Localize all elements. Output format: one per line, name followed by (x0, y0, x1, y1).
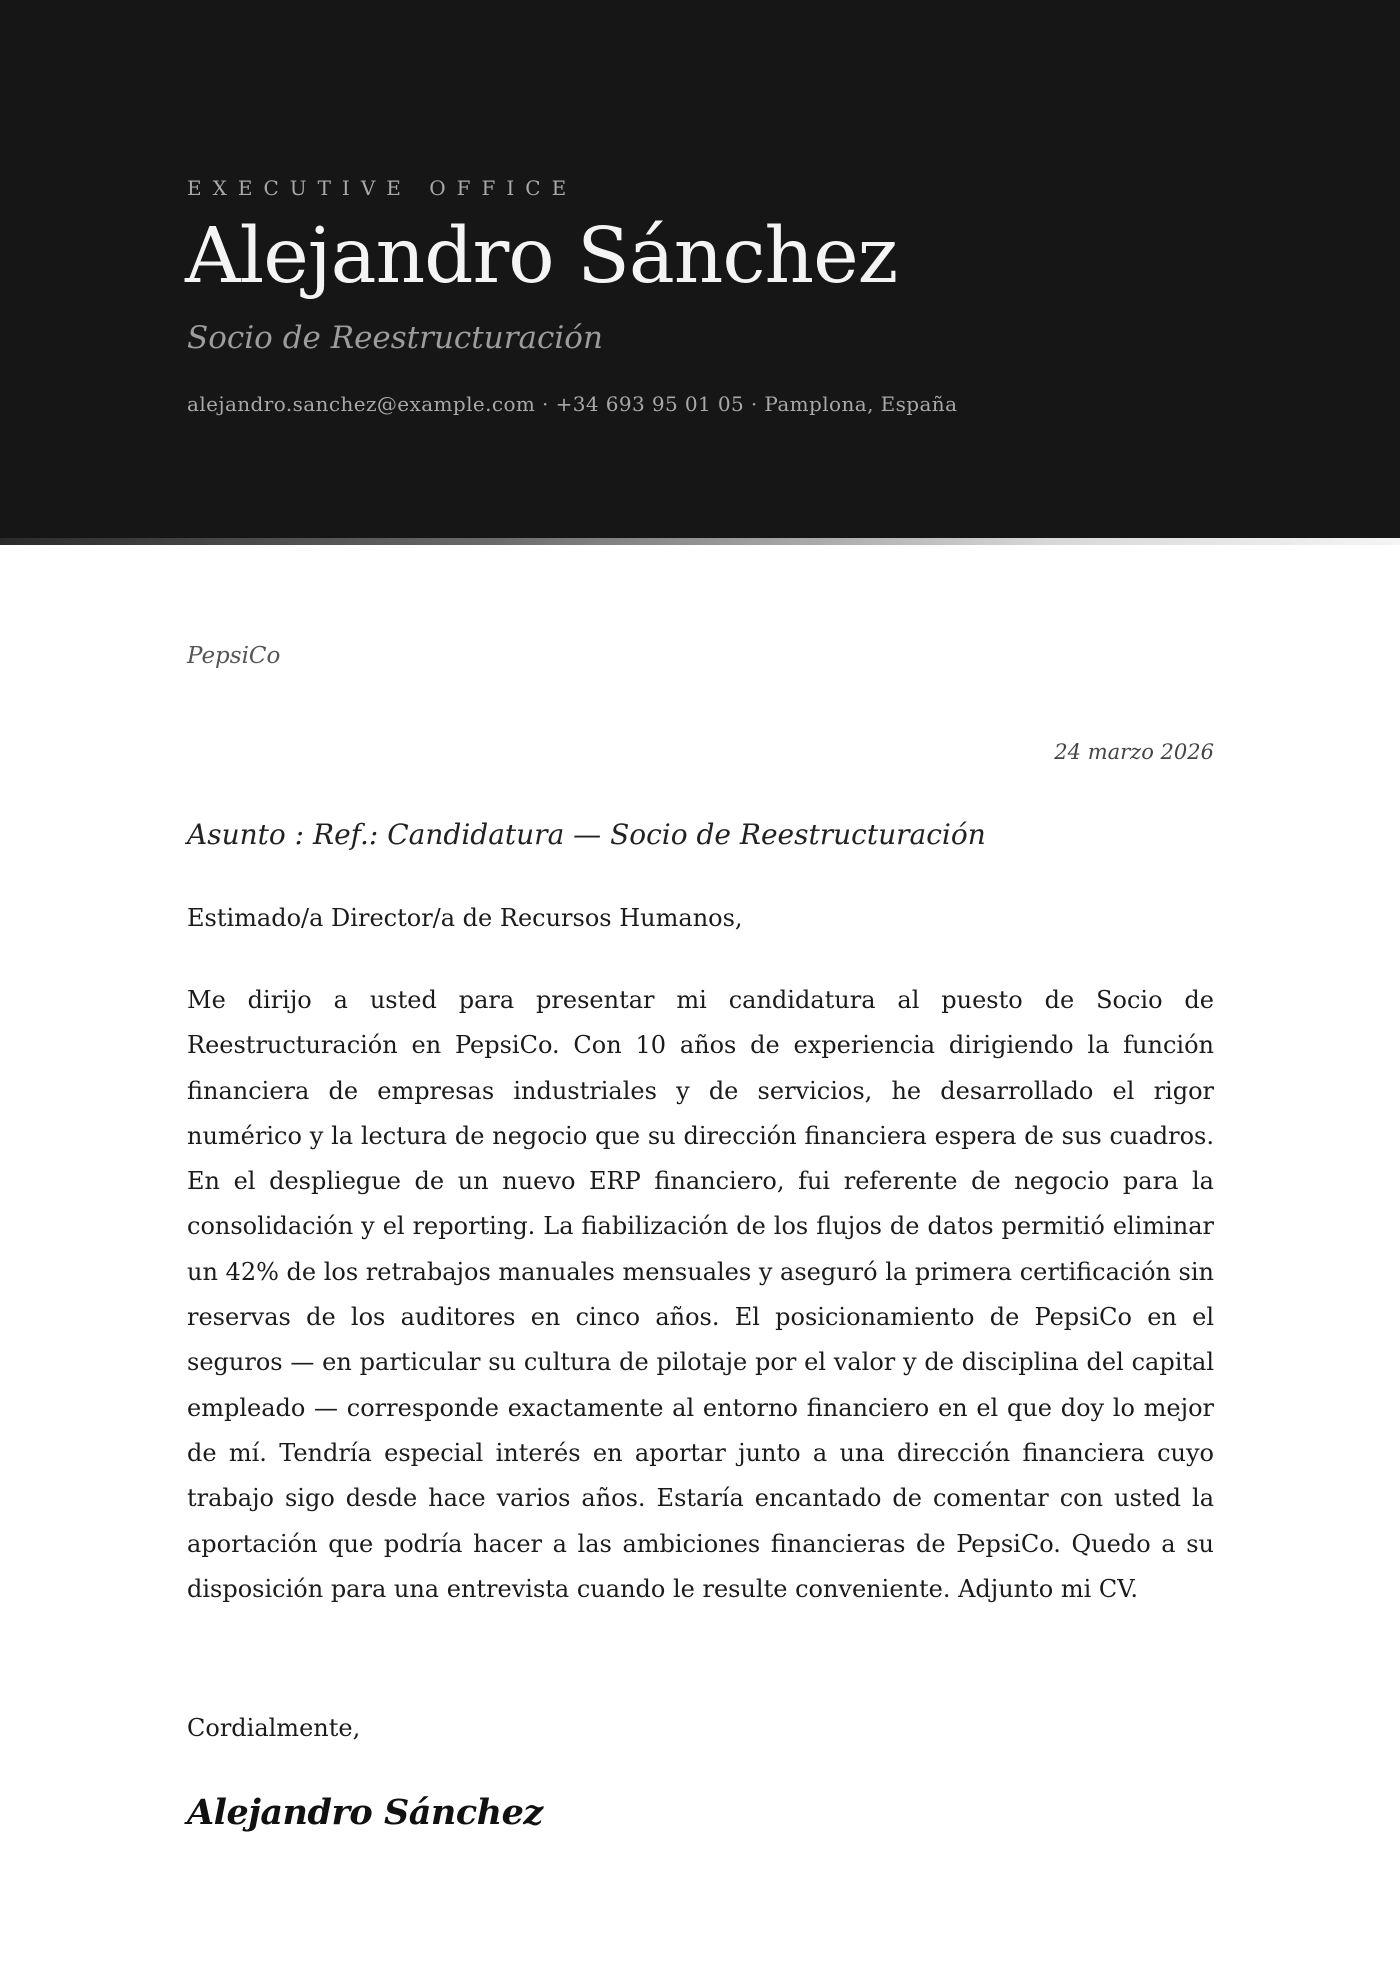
office-kicker: EXECUTIVE OFFICE (187, 176, 578, 200)
letter-salutation: Estimado/a Director/a de Recursos Humanos, (187, 904, 743, 932)
sender-role: Socio de Reestructuración (187, 320, 603, 356)
letter-subject: Asunto : Ref.: Candidatura — Socio de Reestructuración (187, 818, 986, 851)
signature-name: Alejandro Sánchez (187, 1792, 543, 1833)
sender-name: Alejandro Sánchez (185, 212, 898, 301)
header-divider (0, 538, 1400, 545)
letter-date: 24 marzo 2026 (1054, 740, 1214, 764)
recipient-company: PepsiCo (187, 643, 281, 669)
sender-contact-line: alejandro.sanchez@example.com · +34 693 95 01 05 · Pamplona, España (187, 392, 958, 416)
letter-closing: Cordialmente, (187, 1714, 361, 1742)
letterhead-header (0, 0, 1400, 542)
letter-body: Me dirijo a usted para presentar mi candidatura al puesto de Socio de Reestructuración en PepsiCo. Con 10 años de experiencia dirigiendo la función financiera de empresas industriales y de servicios, he desarrollado el rigor numérico y la lectura de negocio que su dirección financiera espera de sus cuadros. En el despliegue de un nuevo ERP financiero, fui referente de negocio para la consolidación y el reporting. La fiabilización de los flujos de datos permitió eliminar un 42% de los retrabajos manuales mensuales y aseguró la primera certificación sin reservas de los auditores en cinco años. El posicionamiento de PepsiCo en el seguros — en particular su cultura de pilotaje por el valor y de disciplina del capital empleado — corresponde exactamente al entorno financiero en el que doy lo mejor de mí. Tendría especial interés en aportar junto a una dirección financiera cuyo trabajo sigo desde hace varios años. Estaría encantado de comentar con usted la aportación que podría hacer a las ambiciones financieras de PepsiCo. Quedo a su disposición para una entrevista cuando le resulte conveniente. Adjunto mi CV. (187, 986, 1215, 1603)
